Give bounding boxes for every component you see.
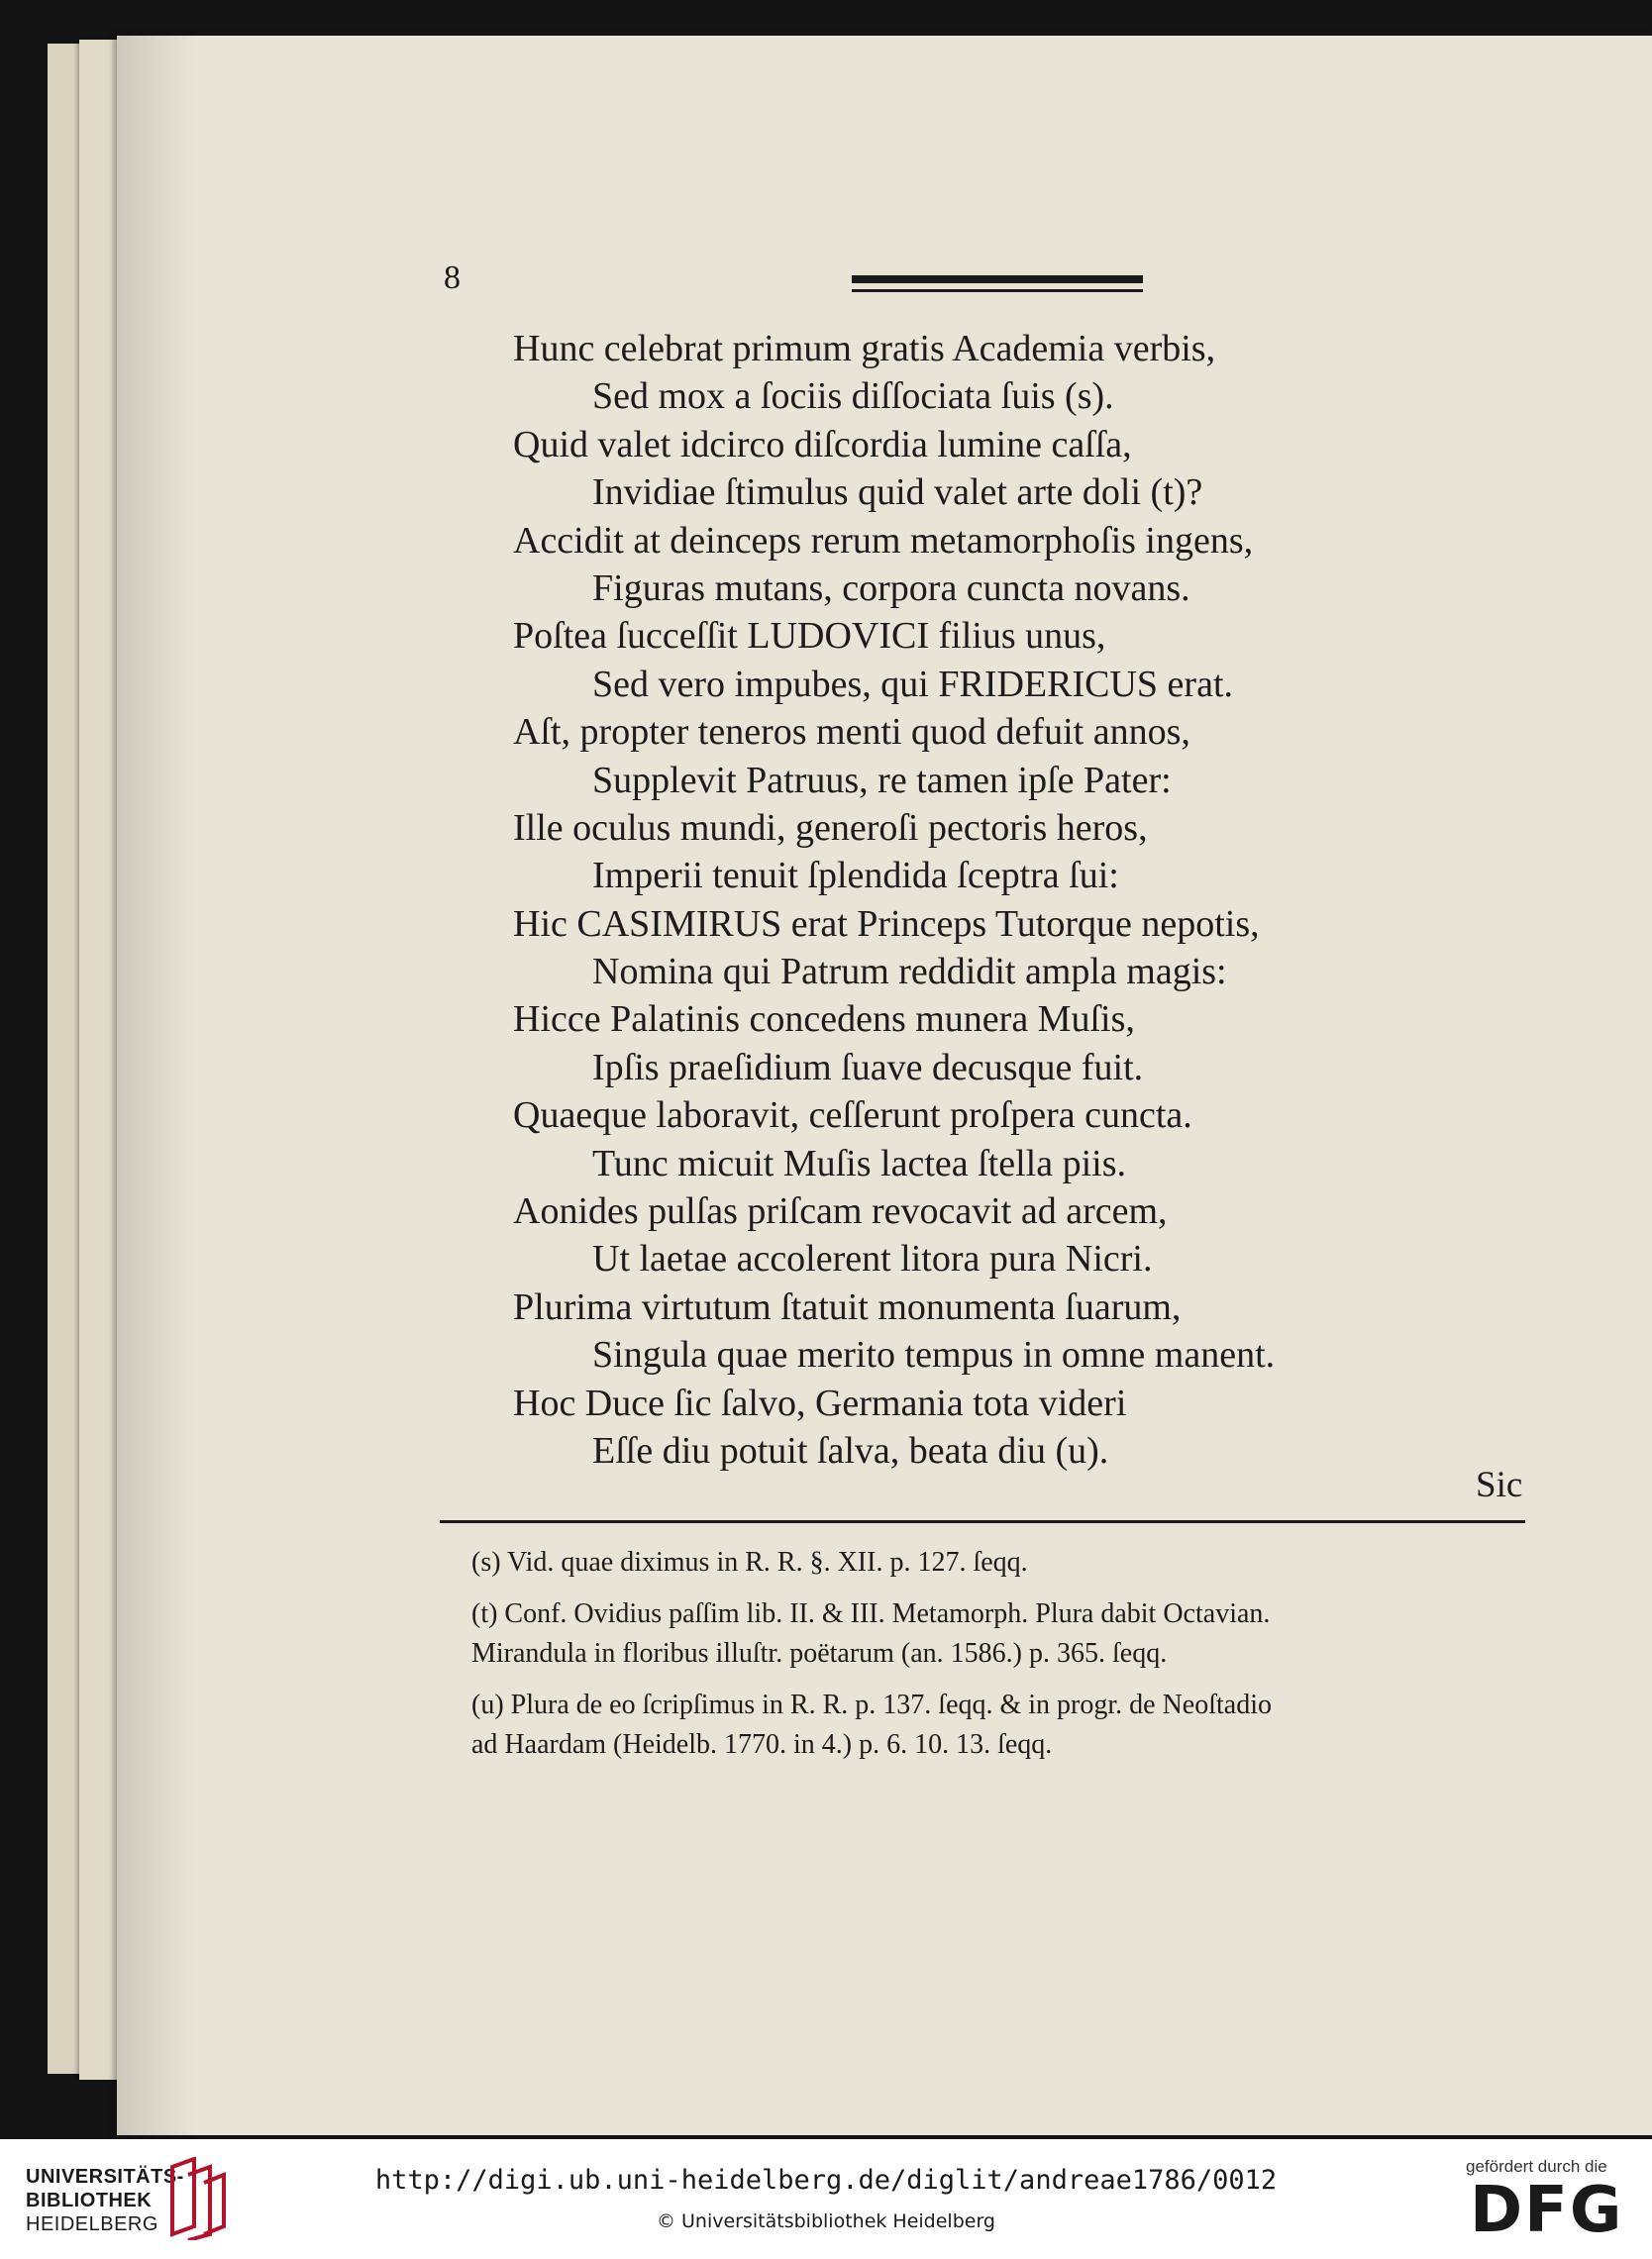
- footnote: [471, 1686, 1541, 1765]
- verse-line: Ille oculus mundi, generoſi pectoris heros,: [513, 806, 1148, 849]
- verse-block: [513, 325, 1503, 1475]
- footnote-line: ad Haardam (Heidelb. 1770. in 4.) p. 6. 10. 13. ſeqq.: [471, 1729, 1053, 1760]
- permalink-url[interactable]: http://digi.ub.uni-heidelberg.de/diglit/andreae1786/0012: [374, 2165, 1278, 2196]
- footnote: [471, 1543, 1541, 1583]
- footnote: [471, 1594, 1541, 1674]
- footer-bar: [0, 2139, 1652, 2259]
- footnote-line: (s) Vid. quae diximus in R. R. §. XII. p. 127. ſeqq.: [471, 1547, 1028, 1578]
- verse-line: Ut laetae accolerent litora pura Nicri.: [592, 1238, 1153, 1281]
- verse-line: Ipſis praeſidium ſuave decusque fuit.: [592, 1046, 1144, 1088]
- verse-line: Aſt, propter teneros menti quod defuit annos,: [513, 711, 1190, 754]
- header-rule: [852, 275, 1143, 297]
- verse-line: Sed mox a ſociis diſſociata ſuis (s).: [592, 375, 1114, 418]
- footnote-line: (t) Conf. Ovidius paſſim lib. II. & III. Metamorph. Plura dabit Octavian.: [471, 1598, 1271, 1629]
- copyright-notice: © Universitätsbibliothek Heidelberg: [656, 2210, 995, 2232]
- verse-line: Hoc Duce ſic ſalvo, Germania tota videri: [513, 1382, 1127, 1424]
- page-number: 8: [444, 259, 461, 296]
- verse-line: Quaeque laboravit, ceſſerunt proſpera cuncta.: [513, 1094, 1192, 1137]
- verse-line: Sed vero impubes, qui FRIDERICUS erat.: [592, 663, 1234, 705]
- verse-line: Invidiae ſtimulus quid valet arte doli (t)?: [592, 471, 1203, 514]
- verse-line: Aonides pulſas priſcam revocavit ad arcem,: [513, 1190, 1168, 1233]
- verse-line: Hic CASIMIRUS erat Princeps Tutorque nepotis,: [513, 902, 1260, 945]
- library-logo-line2: BIBLIOTHEK: [26, 2190, 153, 2211]
- verse-line: Poſtea ſucceſſit LUDOVICI filius unus,: [513, 615, 1106, 658]
- dfg-logo[interactable]: DFG: [1470, 2174, 1624, 2247]
- verse-line: Plurima virtutum ſtatuit monumenta ſuarum,: [513, 1285, 1182, 1328]
- verse-line: Supplevit Patruus, re tamen ipſe Pater:: [592, 759, 1172, 801]
- footnote-line: Mirandula in floribus illuſtr. poëtarum (an. 1586.) p. 365. ſeqq.: [471, 1638, 1168, 1669]
- footnotes-block: [471, 1543, 1541, 1777]
- footnote-line: (u) Plura de eo ſcripſimus in R. R. p. 137. ſeqq. & in progr. de Neoſtadio: [471, 1690, 1272, 1720]
- header-rule-thick: [852, 275, 1143, 283]
- verse-line: Eſſe diu potuit ſalva, beata diu (u).: [592, 1429, 1109, 1472]
- catchword: Sic: [1476, 1465, 1523, 1505]
- verse-line: Accidit at deinceps rerum metamorphoſis ingens,: [513, 519, 1254, 562]
- verse-line: Nomina qui Patrum reddidit ampla magis:: [592, 951, 1227, 993]
- library-logo-line3: HEIDELBERG: [26, 2213, 158, 2235]
- verse-line: Singula quae merito tempus in omne manent.: [592, 1334, 1276, 1377]
- verse-line: Hicce Palatinis concedens munera Muſis,: [513, 998, 1135, 1041]
- library-logo-line1: UNIVERSITÄTS-: [26, 2166, 184, 2188]
- gutter-shadow: [117, 36, 196, 2135]
- verse-line: Figuras mutans, corpora cuncta novans.: [592, 566, 1190, 609]
- verse-line: Hunc celebrat primum gratis Academia verbis,: [513, 328, 1216, 369]
- header-rule-thin: [852, 289, 1143, 292]
- verse-line: Imperii tenuit ſplendida ſceptra ſui:: [592, 855, 1119, 897]
- footnote-rule: [440, 1520, 1525, 1523]
- funding-caption: gefördert durch die: [1466, 2157, 1607, 2176]
- verse-line: Quid valet idcirco diſcordia lumine caſſa,: [513, 423, 1132, 465]
- verse-line: Tunc micuit Muſis lactea ſtella piis.: [592, 1142, 1126, 1184]
